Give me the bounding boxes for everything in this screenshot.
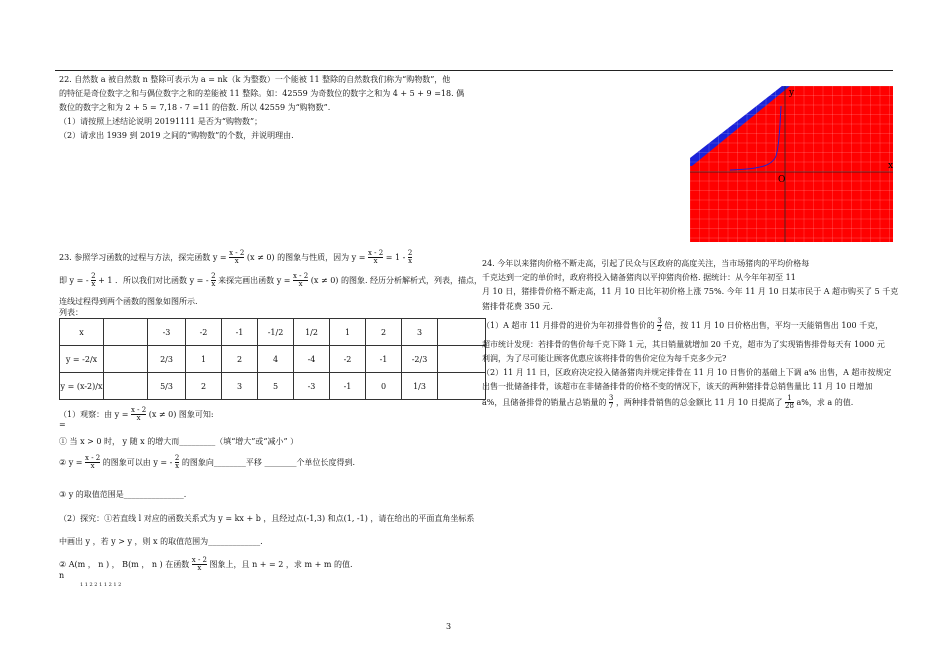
q23-o1: ① 当 x > 0 时， y 随 x 的增大而_________（填“增大”或“减小” ） [59, 437, 299, 446]
q24-p2b: 出售一批储备排骨，该超市在非储备排骨的价格不变的情况下，该天的两种猪排骨总销售量比 11 月 10 日增加 [482, 382, 873, 391]
frac-den: x [91, 280, 96, 289]
value-cell: 2 [186, 373, 222, 400]
q23-process-text: (x ≠ 0) 的图象. 经历分析解析式，列表，描点， [310, 275, 483, 285]
frac-den: x [373, 257, 378, 266]
o2-translate-text: 的图象向________平移 ________个单位长度得到. [181, 457, 356, 467]
obs-func-label: y = [114, 409, 129, 419]
value-cell: -2 [186, 319, 222, 346]
q23-fraction-2 [368, 250, 383, 266]
q24-line1: 24. 今年以来猪肉价格不断走高，引起了民众与区政府的高度关注，当市场猪肉的平均价格每 [482, 259, 810, 268]
q23-func-label-2: y = [351, 252, 366, 262]
value-cell: -3 [148, 319, 186, 346]
value-cell: 2 [366, 319, 402, 346]
frac-num: x - 2 [130, 406, 147, 414]
p2e-text: = 2 ，求 m + m 的值. [269, 559, 353, 569]
frac-num: 1 [785, 395, 794, 403]
q23-fraction-3 [408, 250, 412, 266]
frac-den: x [136, 414, 141, 423]
o2-marker: ② [59, 457, 67, 467]
q22-sub2: （2）请求出 1939 到 2019 之间的“购物数”的个数，并说明理由. [59, 131, 294, 140]
value-cell: 3 [222, 373, 258, 400]
q23-subscripts: 1 1 2 2 1 1 2 1 2 [80, 582, 122, 588]
obs-text: (x ≠ 0) 图象可知: [148, 409, 214, 419]
value-cell: -1 [366, 346, 402, 373]
frac-num: 3 [608, 394, 614, 402]
header-rule [55, 70, 893, 71]
p1b-text: 倍，按 11 月 10 日价格出售，平均一天能销售出 100 千克， [664, 320, 884, 330]
q23-p2b: 中画出 y ，若 y > y ，则 x 的取值范围为_____________. [59, 537, 263, 546]
graph-svg [690, 86, 893, 242]
q24-line3: 月 10 日，猪排骨价格不断走高，11 月 10 日比年初价格上涨 75%. 今年 11 月 10 日某市民于 A 超市购买了 5 千克 [482, 287, 899, 296]
p1a-text: （1）A 超市 11 月排骨的进价为年初排骨售价的 [482, 320, 655, 330]
frac-num: x - 2 [85, 454, 101, 462]
o2-fraction [85, 455, 100, 471]
value-cell: -1 [222, 319, 258, 346]
q22-sub1: （1）请按照上述结论说明 20191111 是否为“购物数”； [59, 117, 263, 126]
frac-num: x - 2 [229, 249, 245, 257]
q23-o3: ③ y 的取值范围是_______________. [59, 490, 187, 499]
q23-fraction-6 [293, 273, 308, 289]
value-cell: -2 [330, 346, 366, 373]
q24-p2c [482, 395, 853, 411]
q23-neg-func: y = - [69, 275, 89, 285]
frac-num: 2 [211, 272, 216, 280]
q23-line1 [59, 250, 412, 266]
q23-line2 [59, 273, 482, 289]
obs-fraction [131, 407, 146, 423]
q23-intro-text: 23. 参照学习函数的过程与方法，探完函数 [59, 252, 211, 262]
table-row [60, 346, 486, 373]
q23-line3: 连线过程得到两个函数的图象如图所示. [59, 297, 198, 306]
q23-ji-text: 即 [59, 275, 67, 285]
table-row [60, 373, 486, 400]
value-cell [438, 373, 486, 400]
o2-func: y = [68, 457, 83, 467]
q23-fraction-4 [91, 273, 95, 289]
table-row [60, 319, 486, 346]
value-cell [104, 373, 148, 400]
value-cell [438, 346, 486, 373]
value-cell: 2 [222, 346, 258, 373]
q23-explore-text: 来探完画出函数 [218, 275, 275, 285]
q23-p2a: （2）探究：①若直线 l 对应的函数关系式为 y = kx + b ，且经过点(-1,3) 和点(1, -1) ，请在给出的平面直角坐标系 [59, 514, 475, 523]
value-cell [104, 346, 148, 373]
q22-line3: 数位的数字之和为 2 + 5 = 7,18 - 7 =11 的倍数. 所以 42559 为“购物数”. [59, 103, 331, 112]
frac-num: x - 2 [293, 272, 309, 280]
q23-o2 [59, 455, 355, 471]
value-cell: 1 [186, 346, 222, 373]
frac-den: 7 [608, 402, 614, 411]
q23-p2c [59, 557, 353, 573]
frac-den: x [298, 280, 303, 289]
frac-den: x [408, 257, 413, 266]
value-cell: -1 [330, 373, 366, 400]
frac-den: x [211, 280, 216, 289]
frac-den: x [175, 462, 180, 471]
frac-num: 2 [407, 249, 413, 257]
q24-line4: 猪排骨花费 350 元. [482, 302, 553, 311]
q24-p1a [482, 318, 883, 334]
q24-fraction-3-7 [609, 395, 613, 411]
p2-fraction [192, 557, 207, 573]
value-cell: 4 [258, 346, 294, 373]
row-label-cell: y = (x-2)/x [60, 373, 104, 400]
p2d-text: 图象上，且 n + [209, 559, 267, 569]
value-cell: 3 [402, 319, 438, 346]
row-label-cell: y = -2/x [60, 346, 104, 373]
p2c-text: ② A(m ， n ) ， B(m ， n ) 在函数 [59, 559, 190, 569]
q24-p2a: （2）11 月 11 日，区政府决定投入储备猪肉并规定排骨在 11 月 10 日售价的基础上下调 a% 出售，A 超市按规定 [482, 368, 892, 377]
x-axis-label: x [888, 161, 893, 171]
q22-line2: 的特征是奇位数字之和与偶位数字之和的差能被 11 整除。如：42559 为奇数位的数字之和为 4 + 5 + 9 =18. 偶 [59, 89, 465, 98]
o2-text: 的图象可以由 [102, 457, 151, 467]
value-cell: 5 [258, 373, 294, 400]
frac-num: x - 2 [191, 556, 207, 564]
o2-neg-func: y = - [153, 457, 173, 467]
value-cell: 1/2 [294, 319, 330, 346]
q23-y1-label: y = [276, 275, 291, 285]
frac-num: 3 [657, 317, 662, 325]
value-cell: -2/3 [402, 346, 438, 373]
q24-p1d: 利润，为了尽可能让顾客优惠应该将排骨的售价定位为每千克多少元? [482, 354, 727, 363]
page-number: 3 [446, 622, 452, 631]
value-cell: 1/3 [402, 373, 438, 400]
q24-p1c: 超市统计发现：若排骨的售价每千克下降 1 元，其日销量就增加 20 千克，超市为了实现销售排骨每天有 1000 元 [482, 340, 885, 349]
q24-fraction-3-2 [657, 318, 661, 334]
q23-fraction-5 [211, 273, 215, 289]
frac-den: x [90, 462, 95, 471]
value-cell: 1 [330, 319, 366, 346]
q24-line2: 千克达到一定的单价时，政府将投入储备猪肉以平抑猪肉价格. 据统计：从今年年初至 11 [482, 273, 796, 282]
q22-line1: 22. 自然数 a 被自然数 n 整除可表示为 a = nk（k 为整数）一个能被 11 整除的自然数我们称为“购物数”，他 [59, 75, 451, 84]
value-cell: -4 [294, 346, 330, 373]
frac-num: 2 [174, 454, 180, 462]
obs-intro: （1）观察：由 [59, 409, 113, 419]
frac-den: x [197, 564, 202, 573]
q23-fraction [229, 250, 244, 266]
row-label-cell: x [60, 319, 104, 346]
frac-den: 28 [785, 402, 794, 411]
frac-den: x [234, 257, 239, 266]
coordinate-graph [690, 86, 893, 242]
value-cell [438, 319, 486, 346]
q24-fraction-1-28 [785, 395, 794, 411]
frac-den: 2 [657, 325, 662, 334]
origin-label: O [778, 175, 786, 185]
value-cell: 2/3 [148, 346, 186, 373]
frac-num: 2 [91, 272, 96, 280]
value-cell: -3 [294, 373, 330, 400]
value-table-body [60, 319, 486, 400]
value-cell: 0 [366, 373, 402, 400]
o2-fraction-2 [175, 455, 179, 471]
y-axis-label: y [789, 88, 795, 98]
q23-compare-text: + 1 ．所以我们对比函数 [98, 275, 188, 285]
p2e-text: a%，求 a 的值. [796, 397, 854, 407]
q23-func-label: y = [212, 252, 227, 262]
q23-p2n: n [59, 571, 65, 580]
value-table [59, 318, 486, 400]
q23-observe [59, 407, 214, 423]
q23-table-label: 列表： [59, 308, 83, 317]
value-cell: 5/3 [148, 373, 186, 400]
value-cell [104, 319, 148, 346]
q23-observe-eq: = [59, 420, 66, 429]
value-cell: -1/2 [258, 319, 294, 346]
p2c-text: a%，且储备排骨的销量占总销量的 [482, 397, 607, 407]
q23-domain-text: (x ≠ 0) 的图象与性质，因为 [246, 252, 350, 262]
p2d-text: ，两种排骨销售的总金额比 11 月 10 日提高了 [615, 397, 783, 407]
frac-num: x - 2 [367, 249, 384, 257]
q23-neg-func-2: y = - [189, 275, 209, 285]
q23-eq-text: = 1 - [385, 252, 406, 262]
